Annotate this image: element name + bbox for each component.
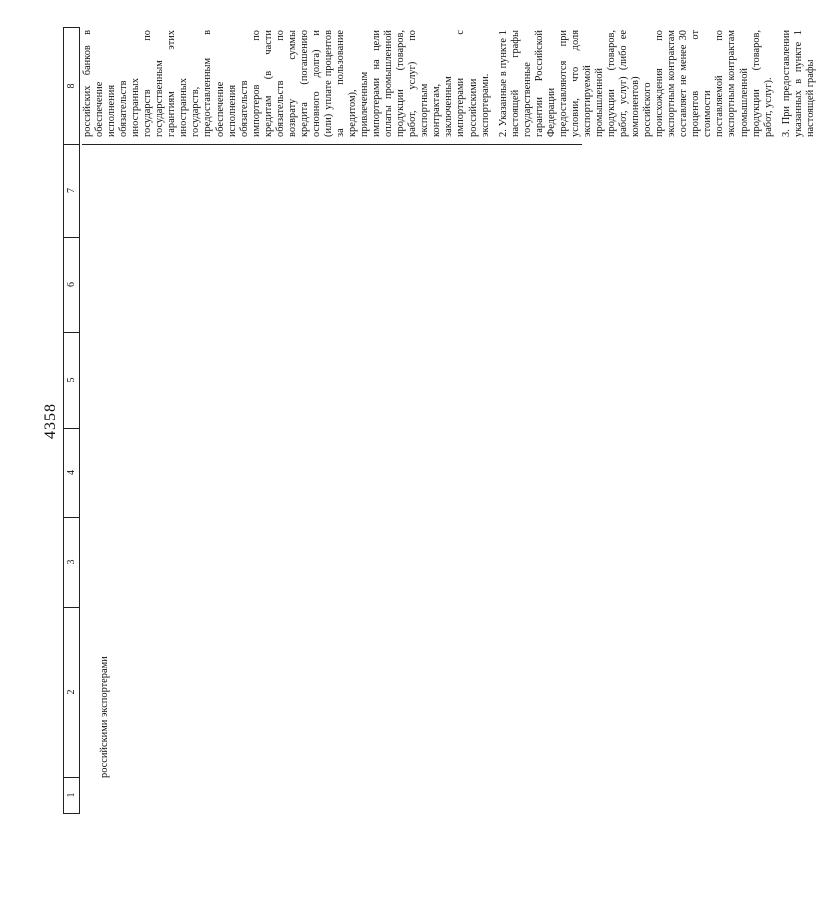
header-col-6: 6 [63, 237, 80, 333]
header-col-8: 8 [63, 27, 80, 145]
table-header-row [63, 28, 80, 814]
header-col-7: 7 [63, 144, 80, 238]
column-8-cell [82, 27, 816, 145]
column-8-paragraph: 2. Указанные в пункте 1 настоящей графы государственные гарантии Российской Федерации предоставляются при условии, что доля экспортируемой промышленной продукции (товаров, работ, услуг) (либо ее компонентов) российского происхождения по экспортным контрактам составляет не менее 30 процентов от стоимости поставляемой по экспортным контрактам промышленной продукции (товаров, работ, услуг). [497, 30, 774, 137]
header-col-2: 2 [63, 607, 80, 778]
table-sheet [63, 28, 816, 814]
header-col-4: 4 [63, 428, 80, 518]
header-col-3: 3 [63, 517, 80, 608]
column-8-paragraph: российских банков в обеспечение исполнения обязательств иностранных государств по государственным гарантиям этих иностранных государств, предоставленным в обеспечение исполнения обязательств импортеров по кредитам (в части обязательств по возврату суммы кредита (погашению основного долга) и (или) уплате процентов за пользование кредитом), привлеченным импортерами на цели оплаты промышленной продукции (товаров, работ, услуг) по экспортным контрактам, заключенным импортерами с российскими экспортерами. [82, 30, 491, 137]
column-8-paragraph: 3. При предоставлении указанных в пункте 1 настоящей графы [780, 30, 816, 137]
table-body [82, 28, 816, 814]
column-2-text: российскими экспортерами [99, 656, 110, 778]
header-col-5: 5 [63, 332, 80, 429]
page-number: 4358 [42, 403, 59, 439]
header-col-1: 1 [63, 777, 80, 814]
